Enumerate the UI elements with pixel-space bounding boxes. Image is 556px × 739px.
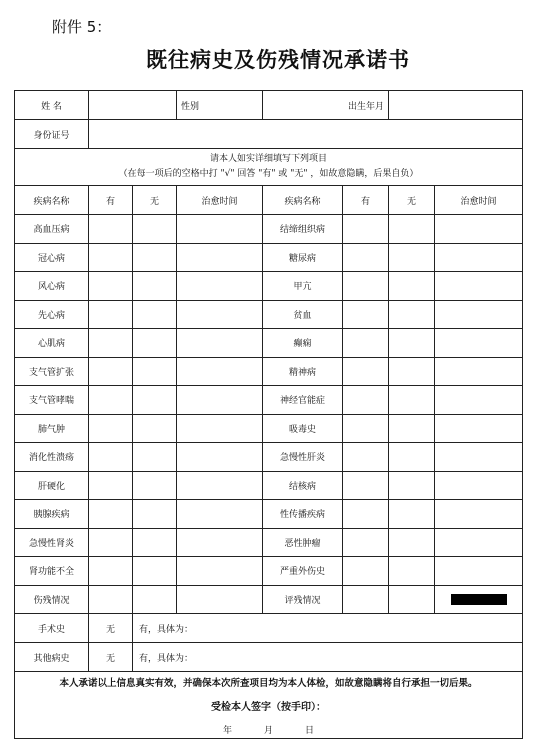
disease-name-left: 支气管哮喘 — [15, 386, 89, 415]
date-line — [207, 726, 330, 736]
disease-name-left: 风心病 — [15, 272, 89, 301]
cured-time-right[interactable] — [435, 471, 523, 500]
date-year: 年 — [222, 725, 232, 736]
yes-checkbox-right[interactable] — [343, 215, 389, 244]
cured-time-right[interactable] — [435, 414, 523, 443]
yes-checkbox-left[interactable] — [89, 557, 133, 586]
yes-checkbox-left[interactable] — [89, 500, 133, 529]
cured-time-right[interactable] — [435, 243, 523, 272]
disease-name-left: 冠心病 — [15, 243, 89, 272]
surgery-none-option[interactable]: 无 — [89, 614, 133, 643]
no-checkbox-left[interactable] — [133, 500, 177, 529]
yes-checkbox-left[interactable] — [89, 585, 133, 614]
other-none-option[interactable]: 无 — [89, 643, 133, 672]
disease-name-left: 伤残情况 — [15, 585, 89, 614]
no-checkbox-left[interactable] — [133, 357, 177, 386]
row-name — [15, 91, 523, 120]
cured-time-right[interactable] — [435, 500, 523, 529]
no-checkbox-left[interactable] — [133, 386, 177, 415]
no-checkbox-left[interactable] — [133, 414, 177, 443]
yes-checkbox-right[interactable] — [343, 585, 389, 614]
yes-checkbox-left[interactable] — [89, 357, 133, 386]
no-checkbox-right[interactable] — [389, 243, 435, 272]
date-day: 日 — [305, 725, 315, 736]
disease-name-right: 癫痫 — [263, 329, 343, 358]
disease-name-right: 结核病 — [263, 471, 343, 500]
yes-checkbox-left[interactable] — [89, 528, 133, 557]
col-disease-left: 疾病名称 — [15, 186, 89, 215]
cured-time-left[interactable] — [177, 585, 263, 614]
disease-name-left: 消化性溃疡 — [15, 443, 89, 472]
name-label: 姓 名 — [15, 91, 89, 120]
disease-name-right: 急慢性肝炎 — [263, 443, 343, 472]
no-checkbox-right[interactable] — [389, 215, 435, 244]
yes-checkbox-right[interactable] — [343, 471, 389, 500]
yes-checkbox-right[interactable] — [343, 329, 389, 358]
id-label: 身份证号 — [15, 120, 89, 149]
commitment-text: 本人承诺以上信息真实有效，并确保本次所查项目均为本人体检，如故意隐瞒将自行承担一切后果。 — [59, 677, 478, 689]
no-checkbox-left[interactable] — [133, 585, 177, 614]
no-checkbox-right[interactable] — [389, 500, 435, 529]
cured-time-left[interactable] — [177, 528, 263, 557]
col-cured-left: 治愈时间 — [177, 186, 263, 215]
no-checkbox-right[interactable] — [389, 557, 435, 586]
cured-time-right[interactable] — [435, 443, 523, 472]
yes-checkbox-left[interactable] — [89, 414, 133, 443]
cured-time-left[interactable] — [177, 443, 263, 472]
yes-checkbox-left[interactable] — [89, 272, 133, 301]
no-checkbox-right[interactable] — [389, 414, 435, 443]
no-checkbox-left[interactable] — [133, 528, 177, 557]
no-checkbox-left[interactable] — [133, 243, 177, 272]
disease-name-left: 心肌病 — [15, 329, 89, 358]
cured-time-right[interactable] — [435, 557, 523, 586]
disease-name-right: 恶性肿瘤 — [263, 528, 343, 557]
row-other-history — [15, 643, 523, 672]
no-checkbox-right[interactable] — [389, 386, 435, 415]
disease-row — [15, 557, 523, 586]
notice-cell — [15, 149, 523, 186]
no-checkbox-left[interactable] — [133, 471, 177, 500]
yes-checkbox-right[interactable] — [343, 272, 389, 301]
date-month: 月 — [264, 725, 274, 736]
disease-name-right: 结缔组织病 — [263, 215, 343, 244]
cured-time-left[interactable] — [177, 215, 263, 244]
cured-time-left[interactable] — [177, 500, 263, 529]
disease-name-left: 高血压病 — [15, 215, 89, 244]
row-column-headers — [15, 186, 523, 215]
yes-checkbox-right[interactable] — [343, 443, 389, 472]
disease-row — [15, 243, 523, 272]
disease-name-right: 吸毒史 — [263, 414, 343, 443]
cured-time-right[interactable] — [435, 357, 523, 386]
disease-row — [15, 528, 523, 557]
yes-checkbox-left[interactable] — [89, 443, 133, 472]
birth-field[interactable] — [389, 91, 523, 120]
surgery-detail-field[interactable]: 有，具体为： — [133, 614, 523, 643]
yes-checkbox-left[interactable] — [89, 386, 133, 415]
disease-name-right: 评残情况 — [263, 585, 343, 614]
yes-checkbox-right[interactable] — [343, 500, 389, 529]
cured-time-right[interactable] — [435, 329, 523, 358]
cured-time-left[interactable] — [177, 557, 263, 586]
cured-time-left[interactable] — [177, 300, 263, 329]
disease-row — [15, 471, 523, 500]
yes-checkbox-left[interactable] — [89, 243, 133, 272]
cured-time-left[interactable] — [177, 272, 263, 301]
attachment-label: 附件 5： — [52, 18, 112, 36]
yes-checkbox-right[interactable] — [343, 414, 389, 443]
commitment-cell — [15, 672, 523, 739]
row-commitment — [15, 672, 523, 739]
disease-row — [15, 215, 523, 244]
row-notice — [15, 149, 523, 186]
cured-time-left[interactable] — [177, 471, 263, 500]
cured-time-left[interactable] — [177, 329, 263, 358]
redaction-block — [451, 594, 507, 605]
no-checkbox-left[interactable] — [133, 300, 177, 329]
gender-label: 性别 — [177, 91, 263, 120]
no-checkbox-right[interactable] — [389, 357, 435, 386]
notice-line-2: （在每一项后的空格中打 "√" 回答 "有" 或 "无" ，如故意隐瞒，后果自负） — [118, 169, 419, 179]
yes-checkbox-left[interactable] — [89, 300, 133, 329]
col-no-left: 无 — [133, 186, 177, 215]
col-no-right: 无 — [389, 186, 435, 215]
cured-time-right[interactable] — [435, 528, 523, 557]
no-checkbox-left[interactable] — [133, 557, 177, 586]
disease-row — [15, 357, 523, 386]
signature-label: 受检本人签字（按手印）： — [211, 701, 326, 713]
no-checkbox-left[interactable] — [133, 329, 177, 358]
disease-name-left: 支气管扩张 — [15, 357, 89, 386]
cured-time-left[interactable] — [177, 357, 263, 386]
no-checkbox-left[interactable] — [133, 215, 177, 244]
disease-name-right: 严重外伤史 — [263, 557, 343, 586]
disease-name-left: 肾功能不全 — [15, 557, 89, 586]
yes-checkbox-right[interactable] — [343, 557, 389, 586]
history-form-table — [14, 90, 523, 739]
disease-name-right: 甲亢 — [263, 272, 343, 301]
yes-checkbox-right[interactable] — [343, 243, 389, 272]
disease-name-left: 肺气肿 — [15, 414, 89, 443]
disease-name-left: 急慢性肾炎 — [15, 528, 89, 557]
cured-time-left[interactable] — [177, 243, 263, 272]
row-surgery-history — [15, 614, 523, 643]
col-disease-right: 疾病名称 — [263, 186, 343, 215]
other-label: 其他病史 — [15, 643, 89, 672]
disease-row — [15, 272, 523, 301]
no-checkbox-right[interactable] — [389, 300, 435, 329]
no-checkbox-right[interactable] — [389, 528, 435, 557]
yes-checkbox-left[interactable] — [89, 329, 133, 358]
cured-time-right[interactable] — [435, 585, 523, 614]
disease-name-right: 神经官能症 — [263, 386, 343, 415]
cured-time-right[interactable] — [435, 386, 523, 415]
disease-name-left: 肝硬化 — [15, 471, 89, 500]
yes-checkbox-right[interactable] — [343, 528, 389, 557]
disease-name-right: 性传播疾病 — [263, 500, 343, 529]
birth-label: 出生年月 — [263, 91, 389, 120]
disease-row — [15, 500, 523, 529]
no-checkbox-left[interactable] — [133, 443, 177, 472]
surgery-label: 手术史 — [15, 614, 89, 643]
disease-row — [15, 443, 523, 472]
disease-row — [15, 414, 523, 443]
yes-checkbox-left[interactable] — [89, 215, 133, 244]
disease-name-left: 先心病 — [15, 300, 89, 329]
disease-row — [15, 329, 523, 358]
no-checkbox-left[interactable] — [133, 272, 177, 301]
cured-time-left[interactable] — [177, 386, 263, 415]
no-checkbox-right[interactable] — [389, 585, 435, 614]
cured-time-right[interactable] — [435, 272, 523, 301]
no-checkbox-right[interactable] — [389, 329, 435, 358]
yes-checkbox-right[interactable] — [343, 386, 389, 415]
cured-time-right[interactable] — [435, 215, 523, 244]
yes-checkbox-left[interactable] — [89, 471, 133, 500]
notice-line-1: 请本人如实详细填写下列项目 — [210, 154, 328, 164]
disease-name-right: 贫血 — [263, 300, 343, 329]
yes-checkbox-right[interactable] — [343, 357, 389, 386]
yes-checkbox-right[interactable] — [343, 300, 389, 329]
other-detail-field[interactable]: 有，具体为： — [133, 643, 523, 672]
col-yes-left: 有 — [89, 186, 133, 215]
no-checkbox-right[interactable] — [389, 471, 435, 500]
col-yes-right: 有 — [343, 186, 389, 215]
no-checkbox-right[interactable] — [389, 443, 435, 472]
name-field[interactable] — [89, 91, 177, 120]
disease-name-left: 胰腺疾病 — [15, 500, 89, 529]
disease-row — [15, 585, 523, 614]
row-id — [15, 120, 523, 149]
disease-row — [15, 300, 523, 329]
disease-row — [15, 386, 523, 415]
no-checkbox-right[interactable] — [389, 272, 435, 301]
form-title: 既往病史及伤残情况承诺书 — [146, 47, 410, 72]
disease-name-right: 糖尿病 — [263, 243, 343, 272]
disease-name-right: 精神病 — [263, 357, 343, 386]
col-cured-right: 治愈时间 — [435, 186, 523, 215]
id-field[interactable] — [89, 120, 523, 149]
cured-time-left[interactable] — [177, 414, 263, 443]
cured-time-right[interactable] — [435, 300, 523, 329]
